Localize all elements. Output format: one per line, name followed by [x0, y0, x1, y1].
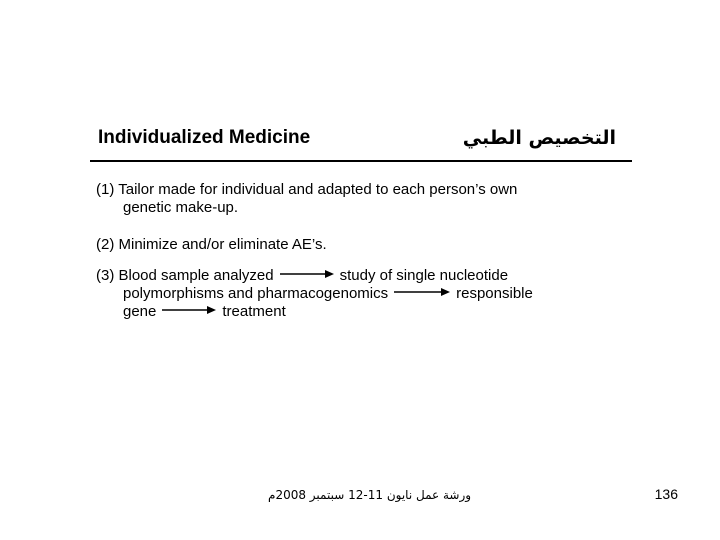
- bullet-point-3-text-a: (3) Blood sample analyzed: [96, 267, 274, 284]
- bullet-point-3-text-d: responsible: [456, 285, 533, 302]
- right-arrow-icon: [162, 305, 216, 315]
- bullet-point-1-line-2: genetic make-up.: [123, 199, 239, 216]
- slide-title-english: Individualized Medicine: [98, 127, 311, 148]
- bullet-point-2-line-1: (2) Minimize and/or eliminate AE’s.: [96, 236, 327, 253]
- bullet-point-3-line-1: [96, 267, 533, 285]
- page-number: 136: [654, 486, 678, 502]
- bullet-point-3-text-b: study of single nucleotide: [339, 267, 509, 284]
- bullet-point-3-line-2: [96, 285, 533, 303]
- bullet-point-1-line-1: (1) Tailor made for individual and adapted to each person’s own: [96, 181, 518, 198]
- slide-title-arabic: التخصيص الطبي: [462, 127, 616, 149]
- bullet-point-3-text-e: gene: [123, 303, 157, 320]
- bullet-point-3-text-f: treatment: [222, 303, 286, 320]
- bullet-point-3-line-3: [96, 303, 533, 321]
- bullet-point-2: [96, 236, 327, 254]
- bullet-point-1: [96, 181, 517, 217]
- bullet-point-3: [96, 267, 533, 321]
- right-arrow-icon: [394, 287, 450, 297]
- title-divider: [90, 160, 632, 162]
- bullet-point-3-text-c: polymorphisms and pharmacogenomics: [123, 285, 389, 302]
- footer-text-arabic: ورشة عمل نايون 11-12 سبتمبر 2008م: [268, 488, 472, 502]
- right-arrow-icon: [280, 269, 334, 279]
